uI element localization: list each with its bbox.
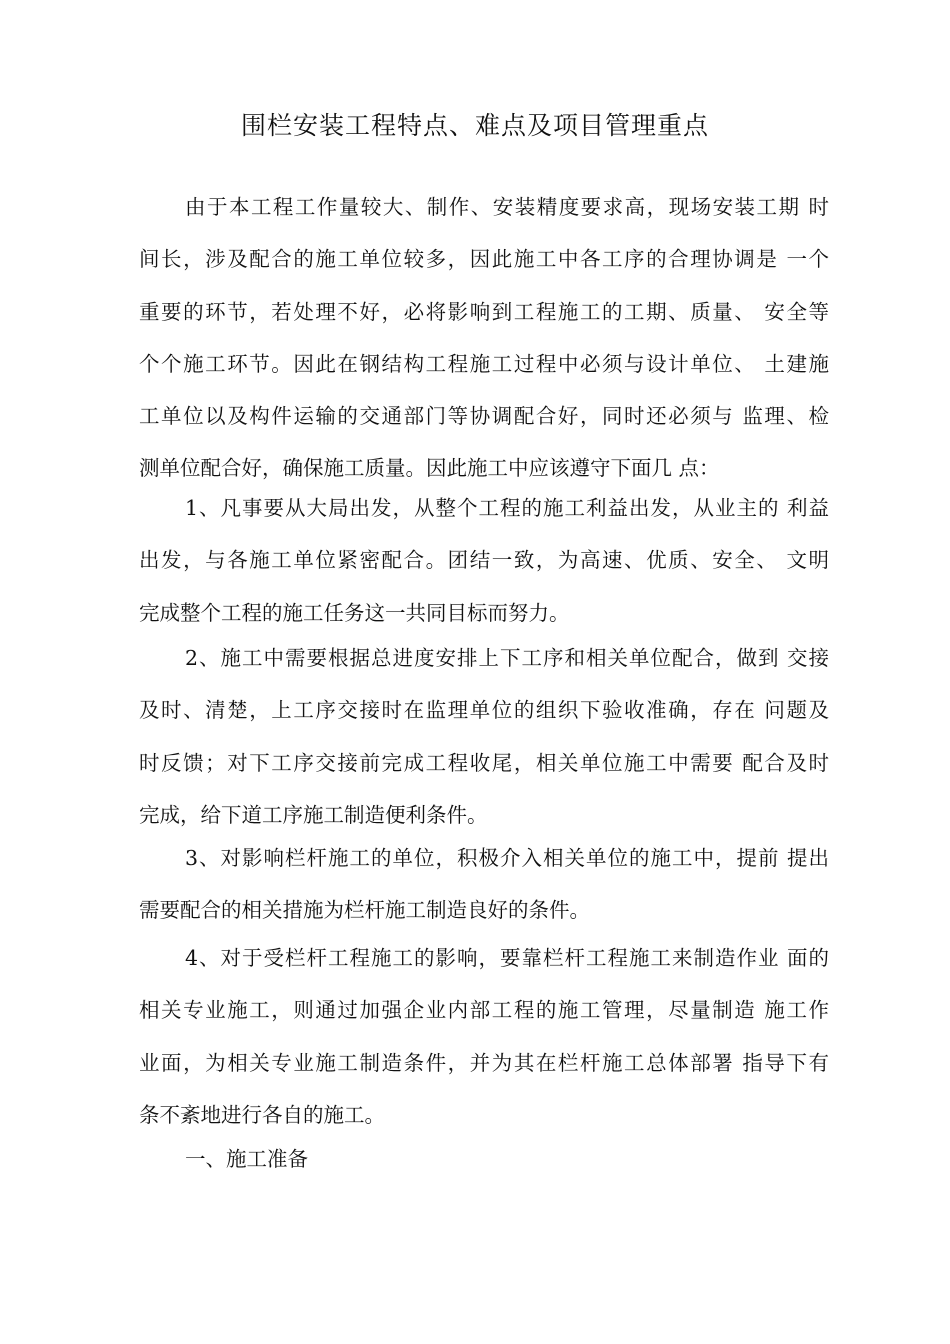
paragraph-line: 间长，涉及配合的施工单位较多，因此施工中各工序的合理协调是 一个 — [139, 247, 829, 272]
paragraph-line: 完成，给下道工序施工制造便利条件。 — [139, 802, 488, 827]
paragraph-line: 出发，与各施工单位紧密配合。团结一致，为高速、优质、安全、 文明 — [139, 548, 829, 573]
paragraph-line: 个个施工环节。因此在钢结构工程施工过程中必须与设计单位、 土建施 — [139, 351, 829, 376]
paragraph-line: 3、对影响栏杆施工的单位，积极介入相关单位的施工中，提前 提出 — [185, 846, 829, 870]
paragraph-intro — [139, 181, 829, 495]
paragraph-point-2 — [139, 632, 829, 841]
paragraph-line: 4、对于受栏杆工程施工的影响，要靠栏杆工程施工来制造作业 面的 — [185, 946, 829, 970]
paragraph-line: 1、凡事要从大局出发，从整个工程的施工利益出发，从业主的 利益 — [185, 496, 829, 520]
paragraph-line: 由于本工程工作量较大、制作、安装精度要求高，现场安装工期 时 — [185, 195, 829, 219]
section-heading-text: 一、施工准备 — [185, 1147, 308, 1171]
paragraph-line: 业面，为相关专业施工制造条件，并为其在栏杆施工总体部署 指导下有 — [139, 1050, 829, 1075]
paragraph-line: 重要的环节，若处理不好，必将影响到工程施工的工期、质量、 安全等 — [139, 299, 829, 324]
paragraph-line: 完成整个工程的施工任务这一共同目标而努力。 — [139, 600, 570, 625]
paragraph-line: 工单位以及构件运输的交通部门等协调配合好，同时还必须与 监理、检 — [139, 404, 829, 429]
paragraph-line: 及时、清楚，上工序交接时在监理单位的组织下验收准确，存在 问题及 — [139, 698, 829, 723]
paragraph-line: 2、施工中需要根据总进度安排上下工序和相关单位配合，做到 交接 — [185, 646, 829, 670]
paragraph-line: 条不紊地进行各自的施工。 — [139, 1102, 385, 1127]
paragraph-point-3 — [139, 832, 829, 937]
section-heading — [139, 1133, 308, 1185]
paragraph-line: 相关专业施工，则通过加强企业内部工程的施工管理，尽量制造 施工作 — [139, 998, 829, 1023]
paragraph-line: 时反馈；对下工序交接前完成工程收尾，相关单位施工中需要 配合及时 — [139, 750, 829, 775]
paragraph-line: 需要配合的相关措施为栏杆施工制造良好的条件。 — [139, 898, 590, 923]
paragraph-point-1 — [139, 482, 829, 639]
paragraph-point-4 — [139, 932, 829, 1141]
document-title: 围栏安装工程特点、难点及项目管理重点 — [240, 111, 709, 140]
paragraph-line: 测单位配合好，确保施工质量。因此施工中应该遵守下面几 点： — [139, 456, 720, 481]
